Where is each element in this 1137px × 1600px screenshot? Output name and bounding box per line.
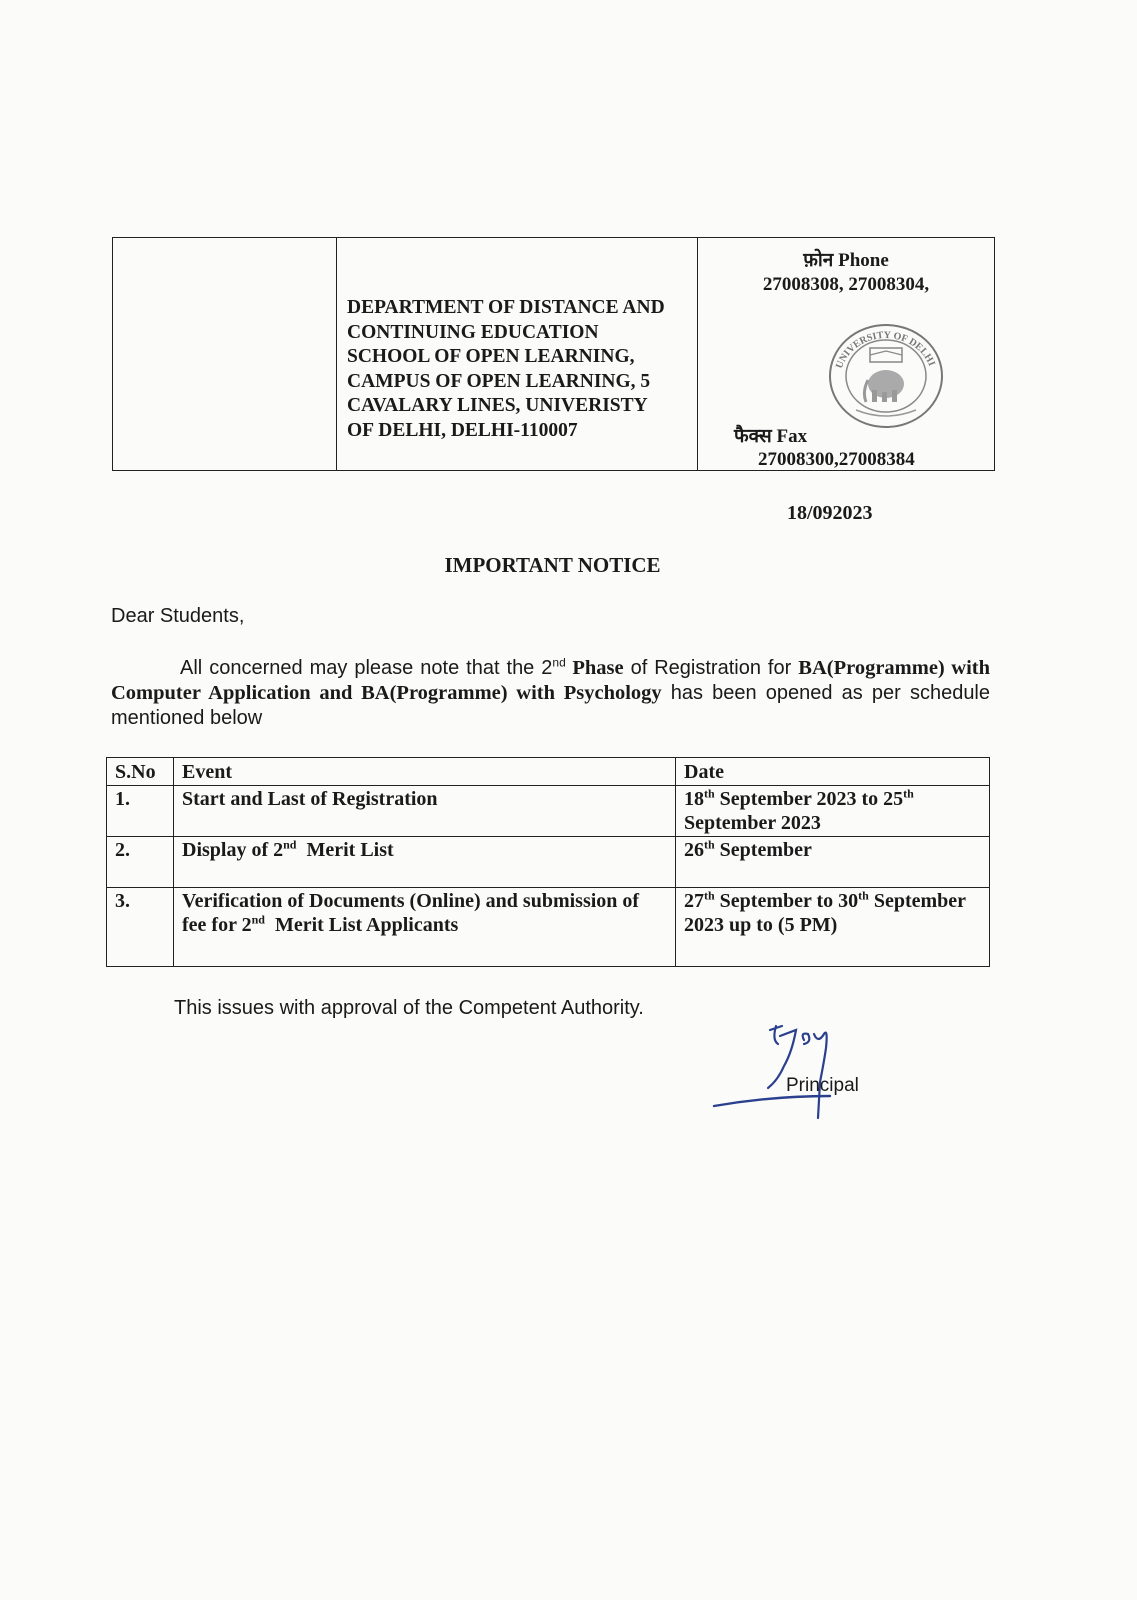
fax-label: फैक्स Fax [734, 426, 808, 447]
address-line: CAMPUS OF OPEN LEARNING, 5 [347, 370, 651, 392]
cell-sno: 2. [107, 837, 174, 888]
svg-text:UNIVERSITY OF DELHI: UNIVERSITY OF DELHI [833, 329, 937, 371]
address-line: DEPARTMENT OF DISTANCE AND [347, 297, 665, 318]
cell-sno: 3. [107, 888, 174, 967]
letterhead-left-cell [113, 238, 337, 470]
para-text: of Registration for [623, 657, 799, 679]
cell-date: 26th September [676, 837, 990, 888]
para-sup: nd [552, 655, 566, 670]
address-line: CAVALARY LINES, UNIVERISTY [347, 395, 648, 416]
table-row [107, 786, 990, 837]
department-address [337, 238, 698, 470]
para-text: All concerned may please note that the 2 [180, 657, 553, 679]
contact-cell [698, 238, 994, 470]
fax-numbers: 27008300,27008384 [758, 449, 915, 470]
header-sno: S.No [107, 758, 174, 786]
university-seal-icon [826, 322, 946, 430]
notice-title: IMPORTANT NOTICE [444, 553, 661, 577]
cell-event: Start and Last of Registration [174, 786, 676, 837]
table-header-row [107, 758, 990, 786]
cell-date: 27th September to 30th September 2023 up to (5 PM) [676, 888, 990, 967]
table-row [107, 837, 990, 888]
address-line: CONTINUING EDUCATION [347, 321, 599, 343]
cell-sno: 1. [107, 786, 174, 837]
header-date: Date [676, 758, 990, 786]
schedule-table [106, 757, 990, 967]
para-bold: Phase [565, 657, 624, 679]
notice-paragraph [111, 656, 990, 731]
signatory-title: Principal [786, 1075, 859, 1096]
phone-label: फ़ोन Phone [803, 250, 889, 271]
closing-statement: This issues with approval of the Competent Authority. [174, 997, 644, 1019]
phone-numbers: 27008308, 27008304, [762, 274, 930, 295]
notice-date: 18/092023 [787, 502, 873, 524]
para-text: has been opened as per schedule mentioned below [111, 682, 991, 729]
address-line: OF DELHI, DELHI-110007 [347, 419, 578, 441]
salutation: Dear Students, [111, 605, 245, 627]
cell-event: Verification of Documents (Online) and submission of fee for 2nd Merit List Applicants [174, 888, 676, 967]
para-bold-programmes: BA(Programme) with Computer Application and BA(Programme) with Psychology [111, 657, 991, 704]
letterhead-box [112, 237, 995, 471]
cell-date: 18th September 2023 to 25th September 2023 [676, 786, 990, 837]
table-row [107, 888, 990, 967]
cell-event: Display of 2nd Merit List [174, 837, 676, 888]
address-line: SCHOOL OF OPEN LEARNING, [347, 346, 635, 367]
header-event: Event [174, 758, 676, 786]
